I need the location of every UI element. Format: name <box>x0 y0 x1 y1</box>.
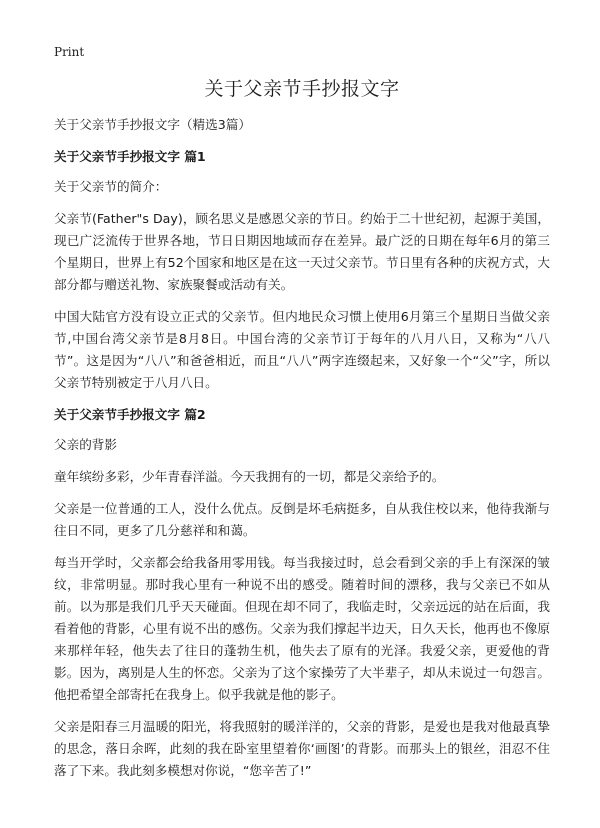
paragraph: 中国大陆官方没有设立正式的父亲节。但内地民众习惯上使用6月第三个星期日当做父亲节,中国台湾父亲节是8月8日。中国台湾的父亲节订于每年的八月八日，又称为“八八节”。这是因为“八八”和爸爸相近，而且“八八”两字连缀起来，又好象一个“父”字，所以父亲节特别被定于八月八日。 <box>54 309 550 390</box>
page-title: 关于父亲节手抄报文字 <box>204 78 400 100</box>
section-heading: 关于父亲节手抄报文字 篇2 <box>54 407 206 422</box>
print-link[interactable]: Print <box>54 45 85 59</box>
paragraph: 童年缤纷多彩，少年青春洋溢。今天我拥有的一切，都是父亲给予的。 <box>54 469 445 484</box>
section-1 <box>54 146 550 394</box>
paragraph: 父亲节(Father"s Day)，顾名思义是感恩父亲的节日。约始于二十世纪初，起源于美国，现已广泛流传于世界各地，节日日期因地域而存在差异。最广泛的日期在每年6月的第三个星期日，世界上有52个国家和地区是在这一天过父亲节。节日里有各种的庆祝方式，大部分都与赠送礼物、家族聚餐或活动有关。 <box>54 211 550 292</box>
paragraph: 父亲是阳春三月温暖的阳光，将我照射的暖洋洋的，父亲的背影，是爱也是我对他最真挚的思念，落日余晖，此刻的我在卧室里望着你‘画图’的背影。而那头上的银丝，泪忍不住落了下来。我此刻多模想对你说，“您辛苦了!” <box>54 719 550 778</box>
paragraph: 父亲的背影 <box>54 437 117 452</box>
document-subtitle: 关于父亲节手抄报文字（精选3篇） <box>54 117 251 132</box>
paragraph: 每当开学时，父亲都会给我备用零用钱。每当我接过时，总会看到父亲的手上有深深的皱纹，非常明显。那时我心里有一种说不出的感受。随着时间的漂移，我与父亲已不如从前。以为那是我们几乎天天碰面。但现在却不同了，我临走时，父亲远远的站在后面，我看着他的背影，心里有说不出的感伤。父亲为我们撑起半边天，日久天长，他再也不像原来那样年轻，他失去了往日的蓬勃生机，他失去了原有的光泽。我爱父亲，更爱他的背影。因为，离别是人生的怀恋。父亲为了这个家操劳了大半辈子，却从未说过一句怨言。他把希望全部寄托在我身上。似乎我就是他的影子。 <box>54 555 550 702</box>
section-2 <box>54 404 550 782</box>
paragraph: 父亲是一位普通的工人，没什么优点。反倒是坏毛病挺多，自从我住校以来，他待我渐与往日不同，更多了几分慈祥和和蔼。 <box>54 501 550 538</box>
section-heading: 关于父亲节手抄报文字 篇1 <box>54 149 206 164</box>
paragraph: 关于父亲节的简介： <box>54 179 168 194</box>
